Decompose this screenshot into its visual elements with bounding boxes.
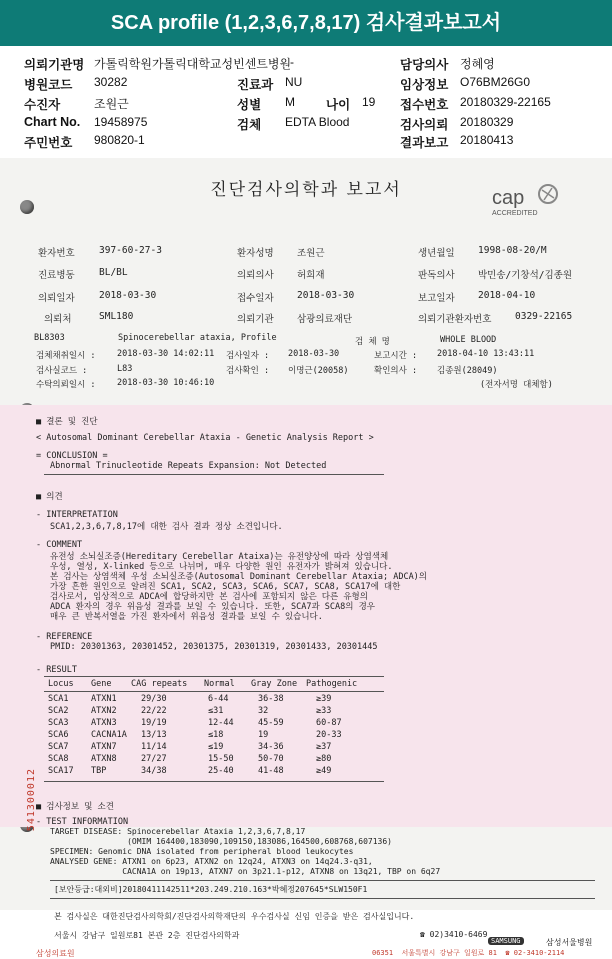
table-cell: 15-50: [208, 754, 234, 764]
table-cell: ≥80: [316, 754, 332, 764]
table-header: Gray Zone: [251, 679, 298, 689]
result-head: ■ 결론 및 진단: [36, 417, 98, 427]
info-label: 판독의사: [418, 270, 455, 281]
report-label: 결과보고: [400, 136, 449, 150]
footer-address: 06351 서울특별시 강남구 일원로 81 ☎ 02-3410-2114: [372, 949, 565, 957]
sub-value: 2018-04-10 13:43:11: [437, 349, 535, 359]
table-header: Locus: [48, 679, 74, 689]
sub-label: 검사실코드 :: [36, 366, 88, 376]
sub-label: 확인의사 :: [374, 366, 418, 376]
sub-value: L83: [117, 364, 133, 374]
sub-label: 검사일자 :: [226, 351, 270, 361]
cap-accredited-logo: [488, 180, 578, 220]
recv-no-value: 20180329-22165: [460, 95, 551, 109]
table-cell: 19/19: [141, 718, 167, 728]
info-label: 의뢰일자: [38, 293, 75, 304]
divider: [50, 880, 595, 881]
table-cell: 19: [258, 730, 269, 740]
hosp-code-label: 병원코드: [24, 78, 73, 92]
report-subtitle: < Autosomal Dominant Cerebellar Ataxia - Genetic Analysis Report >: [36, 433, 374, 443]
ref-text: PMID: 20301363, 20301452, 20301375, 20301319, 20301433, 20301445: [50, 642, 378, 652]
footer-left: 삼성의료원: [36, 949, 75, 958]
comment-line: 본 검사는 상염색체 우성 소뇌실조증(Autosomal Dominant Cerebellar Ataxia; ADCA)의: [50, 572, 428, 582]
table-cell: SCA7: [48, 742, 69, 752]
table-cell: SCA6: [48, 730, 69, 740]
info-label: 생년월일: [418, 248, 455, 259]
info-value: BL/BL: [99, 267, 128, 278]
report-header: [0, 50, 612, 152]
table-cell: 60-87: [316, 718, 342, 728]
hosp-code-value: 30282: [94, 75, 128, 89]
info-label: 의뢰의사: [237, 270, 274, 281]
divider: [50, 898, 595, 899]
scan-heading: 진단검사의학과 보고서: [210, 180, 402, 200]
scan-specimen-value: WHOLE BLOOD: [440, 335, 497, 345]
rrn-value: 980820-1: [94, 133, 145, 147]
sub-label: 검체채취일시 :: [36, 351, 96, 361]
req-label: 검사의뢰: [400, 118, 449, 132]
sex-label: 성별: [237, 98, 262, 112]
sub-value: 이명근(20058): [288, 366, 349, 376]
samsung-logo: SAMSUNG: [488, 937, 524, 945]
table-cell: ATXN2: [91, 706, 117, 716]
table-cell: SCA1: [48, 694, 69, 704]
table-cell: ATXN3: [91, 718, 117, 728]
info-label: 환자번호: [38, 248, 75, 259]
table-cell: 6-44: [208, 694, 229, 704]
table-cell: CACNA1A: [91, 730, 127, 740]
report-stamp-number: 541300012: [26, 768, 37, 832]
dept2-value: NU: [285, 75, 303, 89]
table-cell: SCA17: [48, 766, 74, 776]
info-value: 2018-03-30: [99, 290, 157, 301]
sub-value: 2018-03-30 10:46:10: [117, 378, 215, 388]
table-cell: ≤19: [208, 742, 224, 752]
test-code: BL8303: [34, 333, 65, 343]
phone-line: ☎ 02)3410-6469: [420, 930, 488, 939]
table-cell: 12-44: [208, 718, 234, 728]
info-value: 허희재: [297, 270, 325, 281]
doctor-label: 담당의사: [400, 58, 449, 72]
table-cell: 32: [258, 706, 269, 716]
divider: [44, 691, 384, 692]
sub-value: 김종원(28049): [437, 366, 498, 376]
table-cell: SCA2: [48, 706, 69, 716]
table-cell: 13/13: [141, 730, 167, 740]
interp-head: - INTERPRETATION: [36, 510, 118, 520]
info-label: 환자성명: [237, 248, 274, 259]
age-label: 나이: [326, 98, 351, 112]
table-cell: 41-48: [258, 766, 284, 776]
info-label: 의뢰처: [44, 314, 72, 325]
ref-head: - REFERENCE: [36, 632, 93, 642]
info-head: ■ 검사정보 및 소견: [36, 802, 114, 812]
table-cell: 50-70: [258, 754, 284, 764]
info-label: 접수일자: [237, 293, 274, 304]
req-value: 20180329: [460, 115, 514, 129]
info-value: 1998-08-20/M: [478, 245, 547, 256]
table-header: Normal: [204, 679, 235, 689]
info-value: 삼광의료재단: [297, 314, 353, 325]
scan-footer: [0, 910, 612, 959]
specimen-label: 검체: [237, 118, 262, 132]
table-cell: 29/30: [141, 694, 167, 704]
dept-value: -: [290, 55, 294, 69]
scan-specimen-label: 검 체 명: [355, 337, 390, 347]
table-cell: 22/22: [141, 706, 167, 716]
test-info-line: CACNA1A on 19p13, ATXN7 on 3p21.1-p12, ATXN8 on 13q21, TBP on 6q27: [50, 867, 441, 876]
table-cell: ≥37: [316, 742, 332, 752]
test-info-head: - TEST INFORMATION: [36, 817, 129, 827]
sign-note: (전자서명 대체함): [480, 380, 553, 390]
divider: [44, 781, 384, 782]
sub-label: 검사확인 :: [226, 366, 270, 376]
table-cell: 36-38: [258, 694, 284, 704]
info-value: 2018-03-30: [297, 290, 355, 301]
table-cell: 11/14: [141, 742, 167, 752]
test-info-line: SPECIMEN: Genomic DNA isolated from peripheral blood leukocytes: [50, 847, 354, 856]
test-info-line: TARGET DISEASE: Spinocerebellar Ataxia 1,2,3,6,7,8,17: [50, 827, 306, 836]
info-value: 0329-22165: [515, 311, 573, 322]
table-cell: SCA8: [48, 754, 69, 764]
result-section: [0, 405, 612, 827]
sub-value: 2018-03-30 14:02:11: [117, 349, 215, 359]
info-label: 진료병동: [38, 270, 75, 281]
table-cell: ATXN1: [91, 694, 117, 704]
doctor-value: 정혜영: [460, 57, 495, 71]
comment-line: 유전성 소뇌실조증(Hereditary Cerebellar Ataixa)는 유전양상에 따라 상염색체: [50, 552, 389, 562]
table-header: Gene: [91, 679, 112, 689]
divider: [44, 474, 384, 475]
table-header: CAG repeats: [131, 679, 188, 689]
sub-label: 수탁의뢰일시 :: [36, 380, 96, 390]
clin-info-value: O76BM26G0: [460, 75, 531, 89]
age-value: 19: [362, 95, 376, 109]
recv-no-label: 접수번호: [400, 98, 449, 112]
test-name: Spinocerebellar ataxia, Profile: [118, 333, 277, 343]
info-label: 의뢰기관: [237, 314, 274, 325]
info-label: 보고일자: [418, 293, 455, 304]
inst-value: 가톨릭학원가톨릭대학교성빈센트병원: [94, 57, 292, 71]
print-line: [보안등급:대외비]20180411142511*203.249.210.163*박혜정207645*SLW150F1: [54, 885, 368, 894]
test-info-line: ANALYSED GENE: ATXN1 on 6p23, ATXN2 on 12q24, ATXN3 on 14q24.3-q31,: [50, 857, 373, 866]
punch-hole: [20, 200, 34, 214]
scanned-report: [0, 158, 612, 959]
comment-line: 우성, 열성, X-linked 등으로 나뉘며, 매우 다양한 원인 유전자가 밝혀져 있습니다.: [50, 562, 393, 572]
conclusion-head: = CONCLUSION =: [36, 451, 108, 461]
table-cell: ≤18: [208, 730, 224, 740]
clin-info-label: 임상정보: [400, 78, 449, 92]
table-cell: 25-40: [208, 766, 234, 776]
table-cell: 20-33: [316, 730, 342, 740]
comment-line: 검사로서, 임상적으로 ADCA에 합당하지만 본 검사에 포함되지 않은 다른 유형의: [50, 592, 368, 602]
table-cell: 45-59: [258, 718, 284, 728]
result-table-head: - RESULT: [36, 665, 77, 675]
info-value: 조원근: [297, 248, 325, 259]
divider: [44, 676, 384, 677]
cert-line: 본 검사실은 대한진단검사의학회/진단검사의학재단의 우수검사실 신임 인증을 받은 검사실입니다.: [54, 912, 415, 921]
sampler-value: 조원근: [94, 97, 129, 111]
info-value: 박민송/기창석/김종원: [478, 270, 573, 281]
report-title: SCA profile (1,2,3,6,7,8,17) 검사결과보고서: [0, 0, 612, 46]
table-cell: ≤31: [208, 706, 224, 716]
address-line: 서울시 강남구 일원로81 본관 2층 진단검사의학과: [54, 931, 240, 940]
table-cell: ATXN8: [91, 754, 117, 764]
comment-line: ADCA 환자의 경우 위음성 결과를 보일 수 있습니다. 또한, SCA7과 SCA8의 경우: [50, 602, 376, 612]
table-cell: ≥39: [316, 694, 332, 704]
inst-label: 의뢰기관명: [24, 58, 85, 72]
table-cell: 27/27: [141, 754, 167, 764]
sub-value: 2018-03-30: [288, 349, 340, 359]
comment-head: - COMMENT: [36, 540, 83, 550]
chart-label: Chart No.: [24, 115, 81, 129]
opinion-head: ■ 의견: [36, 492, 63, 502]
report-value: 20180413: [460, 133, 514, 147]
table-cell: ≥49: [316, 766, 332, 776]
info-value: SML180: [99, 311, 134, 322]
table-cell: SCA3: [48, 718, 69, 728]
rrn-label: 주민번호: [24, 136, 73, 150]
dept2-label: 진료과: [237, 78, 274, 92]
specimen-value: EDTA Blood: [285, 115, 350, 129]
hospital-name: 삼성서울병원: [546, 938, 593, 947]
sub-label: 보고시간 :: [374, 351, 418, 361]
table-cell: ATXN7: [91, 742, 117, 752]
table-cell: 34/38: [141, 766, 167, 776]
table-cell: ≥33: [316, 706, 332, 716]
comment-line: 매우 큰 반복서열을 가진 환자에서 위음성 결과를 보일 수 있습니다.: [50, 612, 323, 622]
table-cell: TBP: [91, 766, 107, 776]
comment-line: 가장 흔한 원인으로 알려진 SCA1, SCA2, SCA3, SCA6, SCA7, SCA8, SCA17에 대한: [50, 582, 401, 592]
info-label: 의뢰기관환자번호: [418, 314, 492, 325]
sampler-label: 수진자: [24, 98, 61, 112]
sex-value: M: [285, 95, 295, 109]
interp-text: SCA1,2,3,6,7,8,17에 대한 검사 결과 정상 소견입니다.: [50, 522, 283, 532]
test-info-line: (OMIM 164400,183090,109150,183086,164500,608768,607136): [50, 837, 392, 846]
logo-text: cap: [492, 187, 525, 209]
logo-sub: ACCREDITED: [492, 210, 538, 217]
conclusion-text: Abnormal Trinucleotide Repeats Expansion: Not Detected: [50, 461, 327, 471]
table-cell: 34-36: [258, 742, 284, 752]
chart-value: 19458975: [94, 115, 148, 129]
table-header: Pathogenic: [306, 679, 358, 689]
info-value: 2018-04-10: [478, 290, 536, 301]
info-value: 397-60-27-3: [99, 245, 162, 256]
